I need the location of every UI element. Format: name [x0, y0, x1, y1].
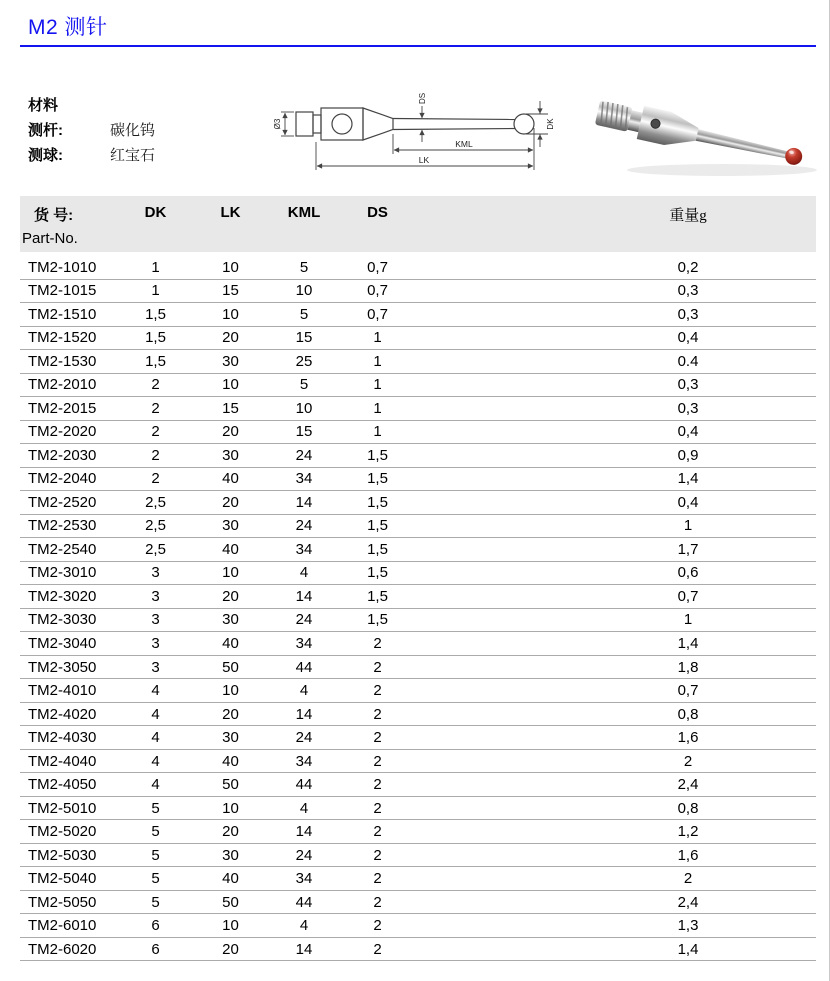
table-row	[20, 938, 816, 962]
cell-kml: 14	[295, 587, 313, 605]
ball-material-row	[28, 145, 155, 170]
col-header-part-no-en: Part-No.	[22, 230, 78, 247]
cell-weight: 0,4	[677, 329, 699, 347]
cell-weight: 0,7	[677, 682, 699, 700]
dim-label-ds: DS	[418, 92, 427, 104]
photo-shadow	[627, 164, 817, 176]
cell-lk: 10	[222, 564, 239, 582]
dim-label-diameter: Ø3	[273, 118, 282, 130]
cell-lk: 40	[222, 870, 239, 888]
cell-weight: 0,4	[677, 493, 699, 511]
cell-ds: 2	[373, 729, 382, 747]
cell-part-no: TM2-4020	[28, 705, 97, 723]
cell-kml: 5	[299, 305, 309, 323]
shaft-material-value: 碳化钨	[110, 122, 156, 139]
table-row	[20, 303, 816, 327]
table-row	[20, 609, 816, 633]
cell-dk: 5	[151, 823, 160, 841]
drawing-thread	[296, 112, 313, 136]
cell-weight: 0,3	[677, 376, 699, 394]
cell-ds: 2	[373, 940, 382, 958]
table-row	[20, 679, 816, 703]
table-row	[20, 585, 816, 609]
cell-weight: 1,7	[677, 540, 699, 558]
cell-part-no: TM2-3010	[28, 564, 97, 582]
cell-dk: 4	[151, 729, 160, 747]
photo-ruby-ball	[784, 146, 804, 166]
cell-lk: 40	[222, 752, 239, 770]
cell-dk: 3	[151, 611, 160, 629]
col-header-part-no	[20, 196, 118, 252]
cell-ds: 1	[373, 423, 382, 441]
cell-part-no: TM2-2030	[28, 446, 97, 464]
cell-dk: 4	[151, 705, 160, 723]
cell-part-no: TM2-2540	[28, 540, 97, 558]
cell-ds: 1,5	[367, 446, 388, 464]
page-title: M2 测针	[28, 16, 108, 39]
cell-kml: 15	[295, 329, 313, 347]
cell-part-no: TM2-2015	[28, 399, 97, 417]
cell-dk: 6	[151, 940, 160, 958]
cell-weight: 1	[683, 611, 693, 629]
table-row	[20, 891, 816, 915]
cell-ds: 0,7	[367, 305, 388, 323]
cell-ds: 1,5	[367, 493, 388, 511]
cell-part-no: TM2-1530	[28, 352, 97, 370]
cell-kml: 44	[295, 658, 313, 676]
cell-dk: 5	[151, 893, 160, 911]
cell-dk: 4	[151, 776, 160, 794]
cell-part-no: TM2-3040	[28, 635, 97, 652]
cell-dk: 2,5	[145, 540, 166, 558]
cell-dk: 2	[151, 399, 160, 417]
cell-weight: 0,4	[677, 423, 699, 441]
cell-ds: 2	[373, 799, 382, 817]
cell-lk: 50	[222, 893, 239, 911]
col-header-dk: DK	[144, 204, 167, 221]
cell-weight: 2	[683, 752, 693, 770]
cell-ds: 2	[373, 846, 382, 864]
cell-kml: 44	[295, 776, 313, 794]
table-body	[20, 256, 816, 961]
shaft-material-label: 测杆:	[28, 122, 63, 139]
cell-weight: 0,8	[677, 799, 699, 817]
photo-body	[637, 106, 701, 152]
cell-dk: 3	[151, 587, 160, 605]
cell-dk: 1,5	[145, 305, 166, 323]
cell-weight: 0,3	[677, 282, 699, 300]
cell-kml: 4	[299, 917, 309, 935]
cell-part-no: TM2-4040	[28, 752, 97, 770]
cell-kml: 44	[295, 893, 313, 911]
table-row	[20, 280, 816, 304]
cell-dk: 2	[151, 423, 160, 441]
cell-part-no: TM2-1520	[28, 329, 97, 347]
cell-kml: 14	[295, 705, 313, 723]
cell-weight: 1	[683, 517, 693, 535]
cell-weight: 1,3	[677, 917, 699, 935]
cell-ds: 1,5	[367, 470, 388, 488]
table-row	[20, 515, 816, 539]
cell-kml: 34	[295, 470, 313, 488]
table-row	[20, 374, 816, 398]
cell-weight: 2	[683, 870, 693, 888]
cell-kml: 24	[295, 517, 313, 535]
cell-dk: 2,5	[145, 493, 166, 511]
cell-weight: 1,6	[677, 846, 699, 864]
cell-kml: 34	[295, 752, 313, 770]
cell-lk: 30	[222, 611, 239, 629]
table-row	[20, 820, 816, 844]
cell-dk: 4	[151, 682, 160, 700]
cell-kml: 10	[295, 399, 313, 417]
cell-part-no: TM2-3030	[28, 611, 97, 629]
cell-dk: 2,5	[145, 517, 166, 535]
cell-part-no: TM2-5030	[28, 846, 97, 864]
table-row	[20, 421, 816, 445]
cell-ds: 1	[373, 376, 382, 394]
cell-lk: 20	[222, 329, 239, 347]
drawing-body-hole	[332, 114, 352, 134]
cell-part-no: TM2-2530	[28, 517, 97, 535]
col-header-weight: 重量g	[669, 208, 707, 224]
cell-lk: 10	[222, 799, 239, 817]
cell-part-no: TM2-4050	[28, 776, 97, 794]
cell-ds: 2	[373, 752, 382, 770]
cell-ds: 2	[373, 823, 382, 841]
cell-kml: 4	[299, 682, 309, 700]
cell-ds: 0,7	[367, 258, 388, 276]
ball-material-label: 测球:	[28, 147, 63, 164]
table-row	[20, 703, 816, 727]
cell-lk: 40	[222, 470, 239, 488]
cell-kml: 5	[299, 376, 309, 394]
table-row	[20, 797, 816, 821]
cell-kml: 5	[299, 258, 309, 276]
cell-dk: 5	[151, 799, 160, 817]
materials-heading: 材料	[28, 97, 59, 114]
cell-part-no: TM2-2040	[28, 470, 97, 488]
cell-weight: 0,7	[677, 587, 699, 605]
cell-weight: 2,4	[677, 893, 699, 911]
col-header-filler	[415, 196, 560, 252]
cell-part-no: TM2-5050	[28, 893, 97, 911]
cell-weight: 0,3	[677, 305, 699, 323]
cell-kml: 14	[295, 493, 313, 511]
cell-dk: 2	[151, 376, 160, 394]
cell-part-no: TM2-2010	[28, 376, 97, 394]
cell-part-no: TM2-2020	[28, 423, 97, 441]
drawing-body	[321, 108, 363, 140]
cell-kml: 4	[299, 799, 309, 817]
cell-kml: 24	[295, 729, 313, 747]
cell-lk: 40	[222, 540, 239, 558]
cell-weight: 1,2	[677, 823, 699, 841]
cell-kml: 14	[295, 940, 313, 958]
cell-lk: 20	[222, 823, 239, 841]
cell-ds: 1,5	[367, 540, 388, 558]
table-row	[20, 562, 816, 586]
cell-lk: 30	[222, 446, 239, 464]
table-row	[20, 656, 816, 680]
cell-lk: 10	[222, 917, 239, 935]
parts-table	[20, 196, 816, 961]
title-divider	[20, 45, 816, 47]
cell-lk: 30	[222, 352, 239, 370]
cell-dk: 2	[151, 446, 160, 464]
cell-lk: 40	[222, 635, 239, 652]
cell-kml: 24	[295, 446, 313, 464]
cell-lk: 50	[222, 658, 239, 676]
ball-material-value: 红宝石	[110, 147, 156, 164]
table-row	[20, 491, 816, 515]
cell-lk: 20	[222, 493, 239, 511]
cell-ds: 2	[373, 893, 382, 911]
table-row	[20, 914, 816, 938]
cell-dk: 1,5	[145, 352, 166, 370]
cell-kml: 34	[295, 540, 313, 558]
table-row	[20, 867, 816, 891]
cell-lk: 10	[222, 376, 239, 394]
cell-ds: 1,5	[367, 611, 388, 629]
cell-dk: 1	[151, 258, 160, 276]
cell-lk: 10	[222, 305, 239, 323]
drawing-collar	[313, 115, 321, 133]
cell-kml: 34	[295, 635, 313, 652]
cell-ds: 1,5	[367, 564, 388, 582]
table-row	[20, 773, 816, 797]
cell-part-no: TM2-5010	[28, 799, 97, 817]
cell-ds: 2	[373, 658, 382, 676]
stylus-product-photo	[592, 82, 830, 184]
cell-dk: 5	[151, 870, 160, 888]
table-row	[20, 468, 816, 492]
table-row	[20, 538, 816, 562]
table-row	[20, 750, 816, 774]
cell-dk: 3	[151, 658, 160, 676]
cell-ds: 2	[373, 917, 382, 935]
cell-ds: 1,5	[367, 517, 388, 535]
cell-dk: 1	[151, 282, 160, 300]
cell-lk: 15	[222, 399, 239, 417]
cell-weight: 1,4	[677, 635, 699, 652]
cell-lk: 30	[222, 846, 239, 864]
table-row	[20, 844, 816, 868]
cell-weight: 1,4	[677, 470, 699, 488]
cell-part-no: TM2-3020	[28, 587, 97, 605]
cell-weight: 0,9	[677, 446, 699, 464]
cell-part-no: TM2-4030	[28, 729, 97, 747]
cell-lk: 30	[222, 729, 239, 747]
cell-ds: 2	[373, 705, 382, 723]
cell-dk: 4	[151, 752, 160, 770]
cell-kml: 25	[295, 352, 313, 370]
table-row	[20, 397, 816, 421]
drawing-ball	[514, 114, 534, 134]
dim-label-lk: LK	[418, 155, 430, 165]
table-row	[20, 350, 816, 374]
cell-weight: 0,8	[677, 705, 699, 723]
cell-kml: 34	[295, 870, 313, 888]
cell-kml: 4	[299, 564, 309, 582]
cell-weight: 1,8	[677, 658, 699, 676]
stylus-technical-drawing	[272, 84, 564, 176]
cell-weight: 0,6	[677, 564, 699, 582]
cell-ds: 2	[373, 870, 382, 888]
cell-ds: 1	[373, 399, 382, 417]
cell-part-no: TM2-1015	[28, 282, 97, 300]
dim-label-dk: DK	[546, 118, 555, 130]
table-row	[20, 256, 816, 280]
cell-part-no: TM2-2520	[28, 493, 97, 511]
cell-kml: 10	[295, 282, 313, 300]
cell-lk: 20	[222, 940, 239, 958]
drawing-taper	[363, 108, 393, 140]
table-row	[20, 632, 816, 656]
cell-lk: 50	[222, 776, 239, 794]
cell-ds: 1,5	[367, 587, 388, 605]
cell-lk: 10	[222, 258, 239, 276]
cell-lk: 10	[222, 682, 239, 700]
table-header	[20, 196, 816, 252]
table-row	[20, 327, 816, 351]
cell-weight: 1,6	[677, 729, 699, 747]
cell-lk: 20	[222, 705, 239, 723]
cell-ds: 2	[373, 635, 382, 652]
cell-kml: 14	[295, 823, 313, 841]
cell-ds: 2	[373, 776, 382, 794]
cell-dk: 3	[151, 564, 160, 582]
cell-part-no: TM2-6020	[28, 940, 97, 958]
cell-weight: 2,4	[677, 776, 699, 794]
cell-part-no: TM2-5020	[28, 823, 97, 841]
cell-dk: 6	[151, 917, 160, 935]
cell-ds: 2	[373, 682, 382, 700]
cell-part-no: TM2-6010	[28, 917, 97, 935]
cell-part-no: TM2-4010	[28, 682, 97, 700]
cell-ds: 1	[373, 352, 382, 370]
cell-dk: 1,5	[145, 329, 166, 347]
cell-ds: 1	[373, 329, 382, 347]
dim-label-kml: KML	[455, 139, 473, 149]
photo-shaft	[696, 129, 789, 161]
cell-part-no: TM2-3050	[28, 658, 97, 676]
cell-part-no: TM2-1510	[28, 305, 97, 323]
col-header-kml: KML	[287, 204, 321, 221]
cell-dk: 2	[151, 470, 160, 488]
materials-block	[28, 96, 155, 170]
cell-weight: 1,4	[677, 940, 699, 958]
col-header-lk: LK	[220, 204, 241, 221]
table-row	[20, 726, 816, 750]
cell-lk: 20	[222, 423, 239, 441]
cell-lk: 30	[222, 517, 239, 535]
table-row	[20, 444, 816, 468]
cell-part-no: TM2-1010	[28, 258, 97, 276]
shaft-material-row	[28, 120, 155, 145]
cell-weight: 0,2	[677, 258, 699, 276]
cell-kml: 24	[295, 611, 313, 629]
cell-lk: 15	[222, 282, 239, 300]
cell-kml: 24	[295, 846, 313, 864]
col-header-part-no-zh: 货 号:	[34, 207, 74, 224]
cell-weight: 0.4	[677, 352, 699, 370]
cell-dk: 3	[151, 635, 160, 652]
cell-part-no: TM2-5040	[28, 870, 97, 888]
cell-ds: 0,7	[367, 282, 388, 300]
cell-dk: 5	[151, 846, 160, 864]
col-header-ds: DS	[367, 204, 388, 221]
cell-weight: 0,3	[677, 399, 699, 417]
cell-kml: 15	[295, 423, 313, 441]
cell-lk: 20	[222, 587, 239, 605]
